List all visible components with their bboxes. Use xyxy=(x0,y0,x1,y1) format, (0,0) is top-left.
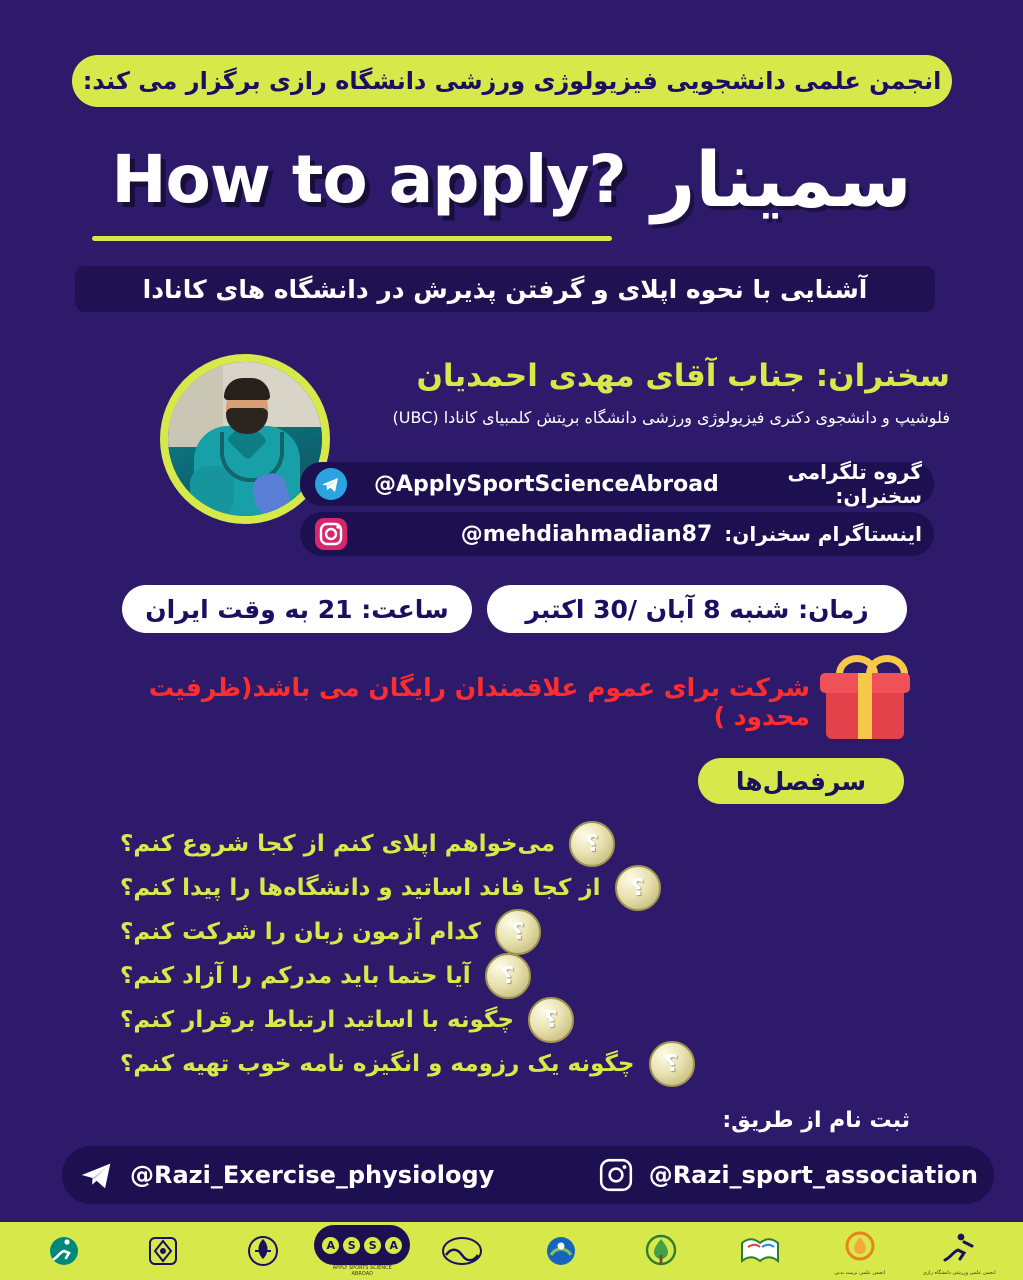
topics-list xyxy=(120,822,910,1086)
avatar xyxy=(168,362,322,516)
telegram-icon xyxy=(78,1156,116,1194)
speaker-telegram-pill[interactable] xyxy=(300,462,934,506)
logo-caption: انجمن علمی تربیت بدنی xyxy=(834,1269,886,1276)
logo-item xyxy=(422,1229,502,1274)
footer-logo-strip xyxy=(0,1222,1023,1280)
logo-item xyxy=(521,1229,601,1274)
organizer-banner: انجمن علمی دانشجویی فیزیولوژی ورزشی دانشگاه رازی برگزار می کند: xyxy=(72,55,952,107)
list-item xyxy=(120,1042,910,1086)
question-mark-icon: ؟ xyxy=(569,821,615,867)
speaker-instagram-handle: @mehdiahmadian87 xyxy=(460,521,713,547)
logo-item xyxy=(223,1229,303,1274)
topic-label: چگونه یک رزومه و انگیزه نامه خوب تهیه کنم؟ xyxy=(120,1051,635,1077)
instagram-icon xyxy=(597,1156,635,1194)
question-mark-icon: ؟ xyxy=(495,909,541,955)
speaker-instagram-label: اینستاگرام سخنران: xyxy=(724,522,922,546)
date-chip: زمان: شنبه 8 آبان /30 اکتبر xyxy=(487,585,907,633)
book-rainbow-logo-icon xyxy=(738,1229,782,1273)
poster-subtitle: آشنایی با نحوه اپلای و گرفتن پذیرش در دانشگاه های کانادا xyxy=(75,266,935,312)
runner-logo-icon xyxy=(42,1229,86,1273)
speaker-name: سخنران: جناب آقای مهدی احمدیان xyxy=(416,358,950,394)
logo-item xyxy=(123,1229,203,1274)
free-participation-note: شرکت برای عموم علاقمندان رایگان می باشد(ظرفیت محدود ) xyxy=(148,673,810,731)
title-underline xyxy=(92,236,612,241)
logo-item xyxy=(919,1226,999,1277)
question-mark-icon: ؟ xyxy=(485,953,531,999)
question-mark-icon: ؟ xyxy=(615,865,661,911)
logo-item xyxy=(24,1229,104,1274)
title-english: How to apply? xyxy=(111,141,626,218)
list-item xyxy=(120,866,910,910)
title-persian: سمینار xyxy=(651,135,912,224)
leaf-emblem-logo-icon xyxy=(241,1229,285,1273)
topic-label: کدام آزمون زبان را شرکت کنم؟ xyxy=(120,919,481,945)
logo-caption: انجمن علمی ورزشی دانشگاه رازی xyxy=(922,1269,996,1276)
question-mark-icon: ؟ xyxy=(528,997,574,1043)
register-telegram-handle[interactable]: @Razi_Exercise_physiology xyxy=(130,1161,495,1189)
logo-caption: APPLY SPORTS SCIENCE ABROAD xyxy=(332,1265,392,1277)
question-mark-icon: ؟ xyxy=(649,1041,695,1087)
time-chip: ساعت: 21 به وقت ایران xyxy=(122,585,472,633)
topic-label: چگونه با اساتید ارتباط برقرار کنم؟ xyxy=(120,1007,514,1033)
logo-item xyxy=(621,1229,701,1274)
green-tree-logo-icon xyxy=(639,1229,683,1273)
list-item xyxy=(120,954,910,998)
topic-label: آیا حتما باید مدرکم را آزاد کنم؟ xyxy=(120,963,471,989)
speaker-telegram-label: گروه تلگرامی سخنران: xyxy=(787,460,922,508)
list-item xyxy=(120,910,910,954)
speaker-telegram-handle: @ApplySportScienceAbroad xyxy=(374,471,719,497)
topics-title: سرفصل‌ها xyxy=(698,758,904,804)
register-instagram-handle[interactable]: @Razi_sport_association xyxy=(648,1161,978,1189)
logo-item xyxy=(820,1226,900,1277)
speaker-description: فلوشیپ و دانشجوی دکتری فیزیولوژی ورزشی دانشگاه بریتش کلمبیای کانادا (UBC) xyxy=(392,408,950,427)
gift-icon xyxy=(818,655,912,745)
wave-logo-icon xyxy=(440,1229,484,1273)
speaker-instagram-pill[interactable] xyxy=(300,512,934,556)
assa-logo-icon: A S S A xyxy=(314,1225,410,1265)
poster-title xyxy=(60,125,963,235)
topic-label: از کجا فاند اساتید و دانشگاه‌ها را پیدا کنم؟ xyxy=(120,875,601,901)
list-item xyxy=(120,998,910,1042)
register-bar[interactable] xyxy=(62,1146,994,1204)
orange-flame-logo-icon xyxy=(838,1226,882,1270)
topic-label: می‌خواهم اپلای کنم از کجا شروع کنم؟ xyxy=(120,831,556,857)
instagram-icon xyxy=(312,515,350,553)
list-item xyxy=(120,822,910,866)
blue-circle-logo-icon xyxy=(539,1229,583,1273)
logo-item xyxy=(720,1229,800,1274)
logo-item xyxy=(322,1225,402,1277)
razi-sport-logo-icon xyxy=(937,1226,981,1270)
register-label: ثبت نام از طریق: xyxy=(722,1108,910,1133)
telegram-icon xyxy=(312,465,350,503)
ornament-logo-icon xyxy=(141,1229,185,1273)
